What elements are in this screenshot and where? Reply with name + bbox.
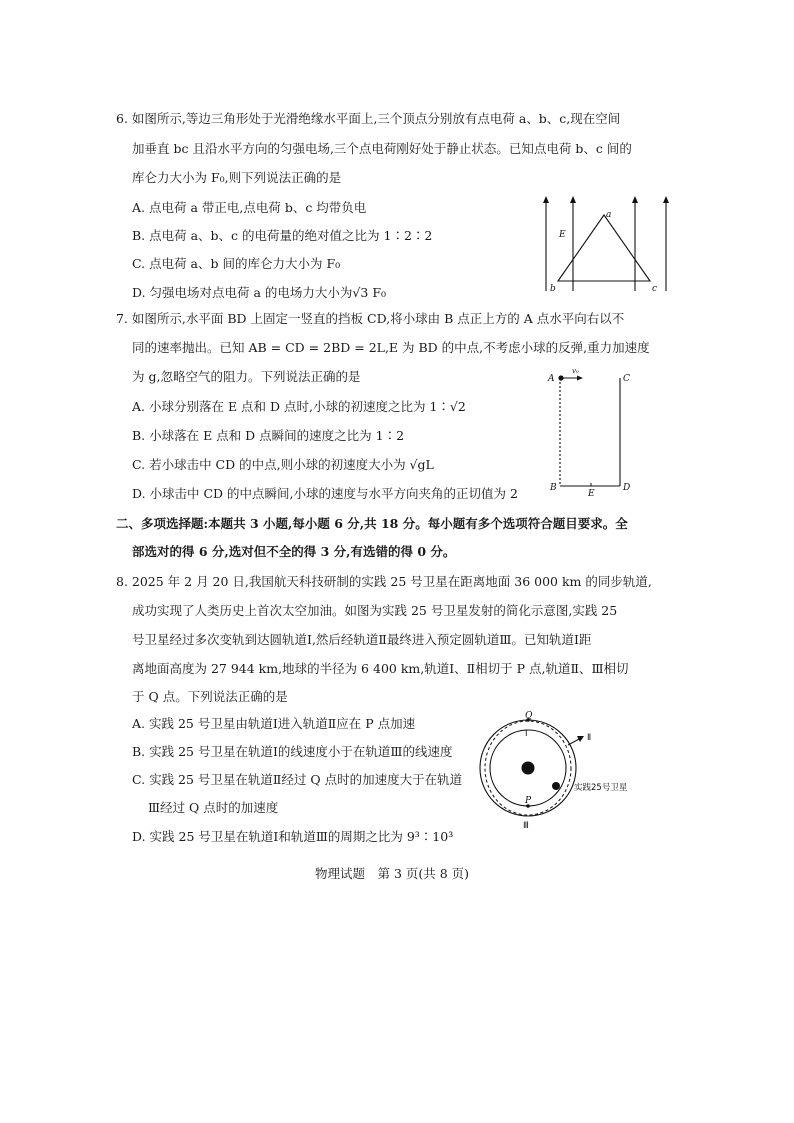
q8-stem-line2: 成功实现了人类历史上首次太空加油。如图为实践 25 号卫星发射的简化示意图,实践 25 [132,603,618,618]
point-label-e: E [588,489,595,499]
point-label-a: A [548,374,555,384]
q6-figure-electric-field [540,193,675,303]
charge-label-c: c [652,284,658,294]
q8-stem-line3: 号卫星经过多次变轨到达圆轨道Ⅰ,然后经轨道Ⅱ最终进入预定圆轨道Ⅲ。已知轨道Ⅰ距 [132,632,592,647]
q7-option-a: A. 小球分别落在 E 点和 D 点时,小球的初速度之比为 1∶√2 [132,399,466,414]
q7-figure-projectile [548,367,638,499]
point-label-c: C [623,374,630,384]
satellite-label: 实践25号卫星 [574,783,628,793]
q6-option-a: A. 点电荷 a 带正电,点电荷 b、c 均带负电 [132,200,367,215]
point-label-d: D [623,483,631,493]
q6-option-d: D. 匀强电场对点电荷 a 的电场力大小为√3 F₀ [132,285,386,300]
orbit-label-i: Ⅰ [525,729,528,739]
q7-stem-line3: 为 g,忽略空气的阻力。下列说法正确的是 [132,369,361,384]
q8-stem-line4: 离地面高度为 27 944 km,地球的半径为 6 400 km,轨道Ⅰ、Ⅱ相切于 P 点,轨道Ⅱ、Ⅲ相切 [132,661,629,676]
q7-option-d: D. 小球击中 CD 的中点瞬间,小球的速度与水平方向夹角的正切值为 2 [132,486,518,501]
q6-stem-line1: 6. 如图所示,等边三角形处于光滑绝缘水平面上,三个顶点分别放有点电荷 a、b、c,现在空间 [116,111,621,126]
q6-stem-line2: 加垂直 bc 且沿水平方向的匀强电场,三个点电荷刚好处于静止状态。已知点电荷 b、c 间的 [132,141,632,156]
q8-option-d: D. 实践 25 号卫星在轨道Ⅰ和轨道Ⅲ的周期之比为 9³∶10³ [132,829,454,844]
q7-option-b: B. 小球落在 E 点和 D 点瞬间的速度之比为 1∶2 [132,428,405,443]
point-label-b: B [550,483,557,493]
page-footer: 物理试题 第 3 页(共 8 页) [315,866,470,881]
q8-option-a: A. 实践 25 号卫星由轨道Ⅰ进入轨道Ⅱ应在 P 点加速 [132,716,416,731]
q8-stem-line5: 于 Q 点。下列说法正确的是 [132,689,288,704]
charge-label-a: a [606,210,612,220]
q6-stem-line3: 库仑力大小为 F₀,则下列说法正确的是 [132,170,342,185]
section-2-heading-line1: 二、多项选择题:本题共 3 小题,每小题 6 分,共 18 分。每小题有多个选项符合题目要求。全 [116,516,628,531]
q7-stem-line1: 7. 如图所示,水平面 BD 上固定一竖直的挡板 CD,将小球由 B 点正上方的 A 点水平向右以不 [116,311,625,326]
orbit-label-ii: Ⅱ [587,733,592,743]
q8-option-c-line2: Ⅲ经过 Q 点时的加速度 [148,800,279,815]
q8-option-b: B. 实践 25 号卫星在轨道Ⅰ的线速度小于在轨道Ⅲ的线速度 [132,744,453,759]
point-label-p: P [525,796,532,806]
q6-option-b: B. 点电荷 a、b、c 的电荷量的绝对值之比为 1∶2∶2 [132,228,433,243]
q8-figure-orbits [480,710,650,835]
field-label-e: E [559,230,566,240]
velocity-label-v0: v₀ [572,367,579,375]
charge-label-b: b [550,284,556,294]
q6-option-c: C. 点电荷 a、b 间的库仑力大小为 F₀ [132,256,341,271]
q8-option-c-line1: C. 实践 25 号卫星在轨道Ⅱ经过 Q 点时的加速度大于在轨道 [132,772,463,787]
q7-option-c: C. 若小球击中 CD 的中点,则小球的初速度大小为 √gL [132,457,434,472]
point-label-q: Q [525,711,533,721]
q8-stem-line1: 8. 2025 年 2 月 20 日,我国航天科技研制的实践 25 号卫星在距离地面 36 000 km 的同步轨道, [116,574,652,589]
q7-stem-line2: 同的速率抛出。已知 AB = CD = 2BD = 2L,E 为 BD 的中点,不考虑小球的反弹,重力加速度 [132,340,650,355]
section-2-heading-line2: 部选对的得 6 分,选对但不全的得 3 分,有选错的得 0 分。 [132,544,456,559]
orbit-label-iii: Ⅲ [523,821,529,831]
